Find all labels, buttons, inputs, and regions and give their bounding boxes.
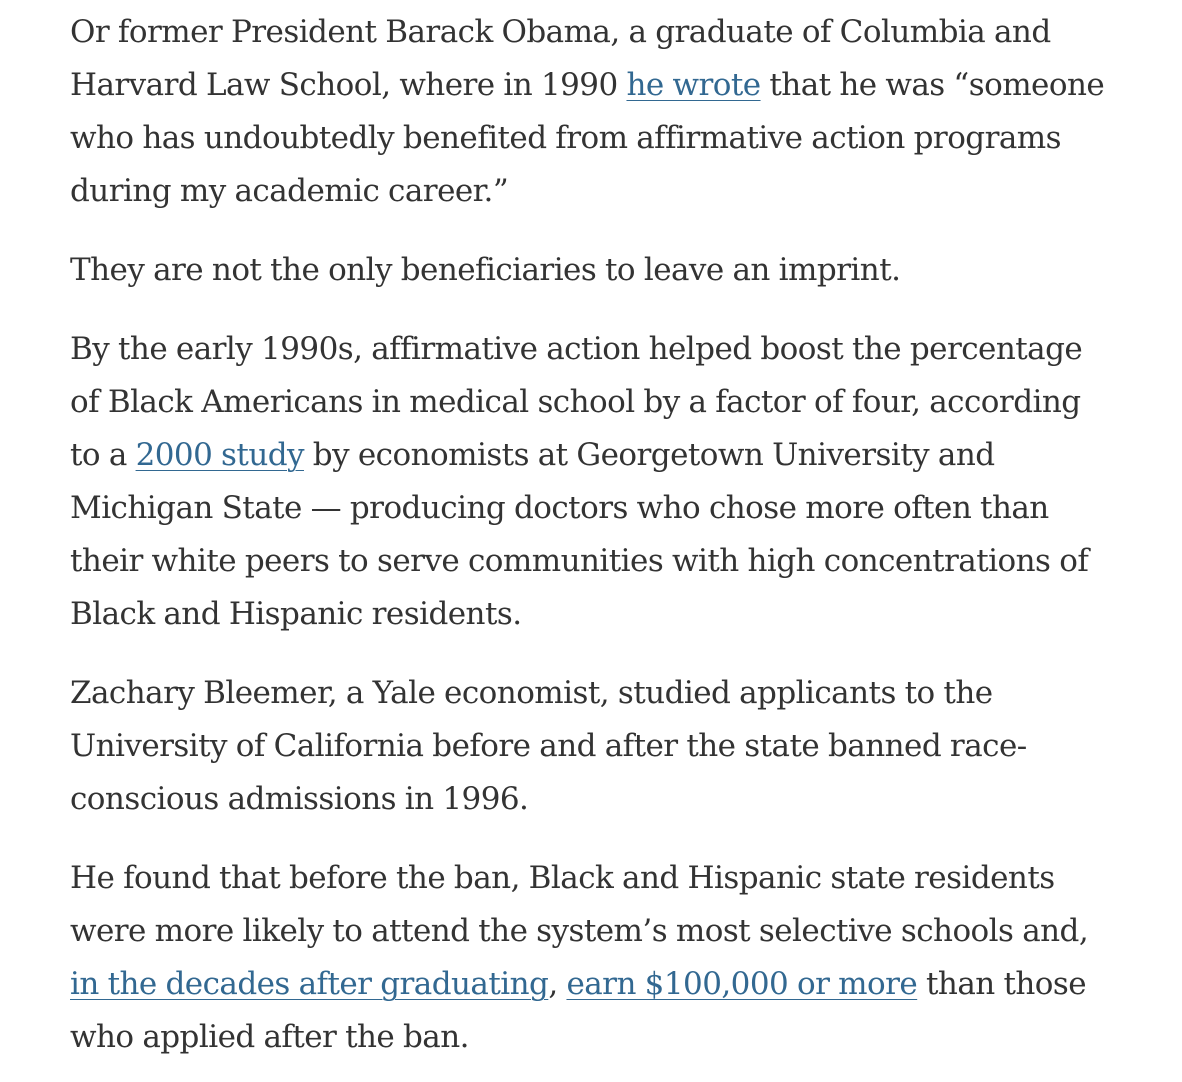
- article-body: [70, 6, 1150, 1064]
- he-wrote-link[interactable]: he wrote: [626, 67, 761, 103]
- paragraph: [70, 667, 1150, 826]
- text-line: were more likely to attend the system’s most selective schools and,: [70, 913, 1089, 949]
- paragraph: [70, 852, 1150, 1064]
- text-line: Black and Hispanic residents.: [70, 596, 522, 632]
- text-line: Michigan State — producing doctors who chose more often than: [70, 490, 1049, 526]
- text-line: Or former President Barack Obama, a graduate of Columbia and: [70, 14, 1051, 50]
- paragraph: [70, 6, 1150, 218]
- text-line: conscious admissions in 1996.: [70, 781, 529, 817]
- text-line: By the early 1990s, affirmative action helped boost the percentage: [70, 331, 1083, 367]
- paragraph: [70, 244, 1150, 297]
- text-line: who applied after the ban.: [70, 1019, 469, 1055]
- earn-100000-link[interactable]: earn $100,000 or more: [566, 966, 918, 1002]
- text-line: their white peers to serve communities with high concentrations of: [70, 543, 1089, 579]
- text-line: to a 2000 study by economists at Georgetown University and: [70, 437, 995, 473]
- text-line: in the decades after graduating, earn $100,000 or more than those: [70, 966, 1087, 1002]
- paragraph: [70, 323, 1150, 641]
- 2000-study-link[interactable]: 2000 study: [135, 437, 304, 473]
- decades-after-graduating-link[interactable]: in the decades after graduating: [70, 966, 549, 1002]
- text-line: of Black Americans in medical school by a factor of four, according: [70, 384, 1081, 420]
- text-line: University of California before and after the state banned race-: [70, 728, 1027, 764]
- text-line: They are not the only beneficiaries to leave an imprint.: [70, 252, 901, 288]
- text-line: during my academic career.”: [70, 173, 509, 209]
- text-line: Zachary Bleemer, a Yale economist, studied applicants to the: [70, 675, 993, 711]
- text-line: He found that before the ban, Black and Hispanic state residents: [70, 860, 1055, 896]
- text-line: Harvard Law School, where in 1990 he wrote that he was “someone: [70, 67, 1105, 103]
- text-line: who has undoubtedly benefited from affirmative action programs: [70, 120, 1062, 156]
